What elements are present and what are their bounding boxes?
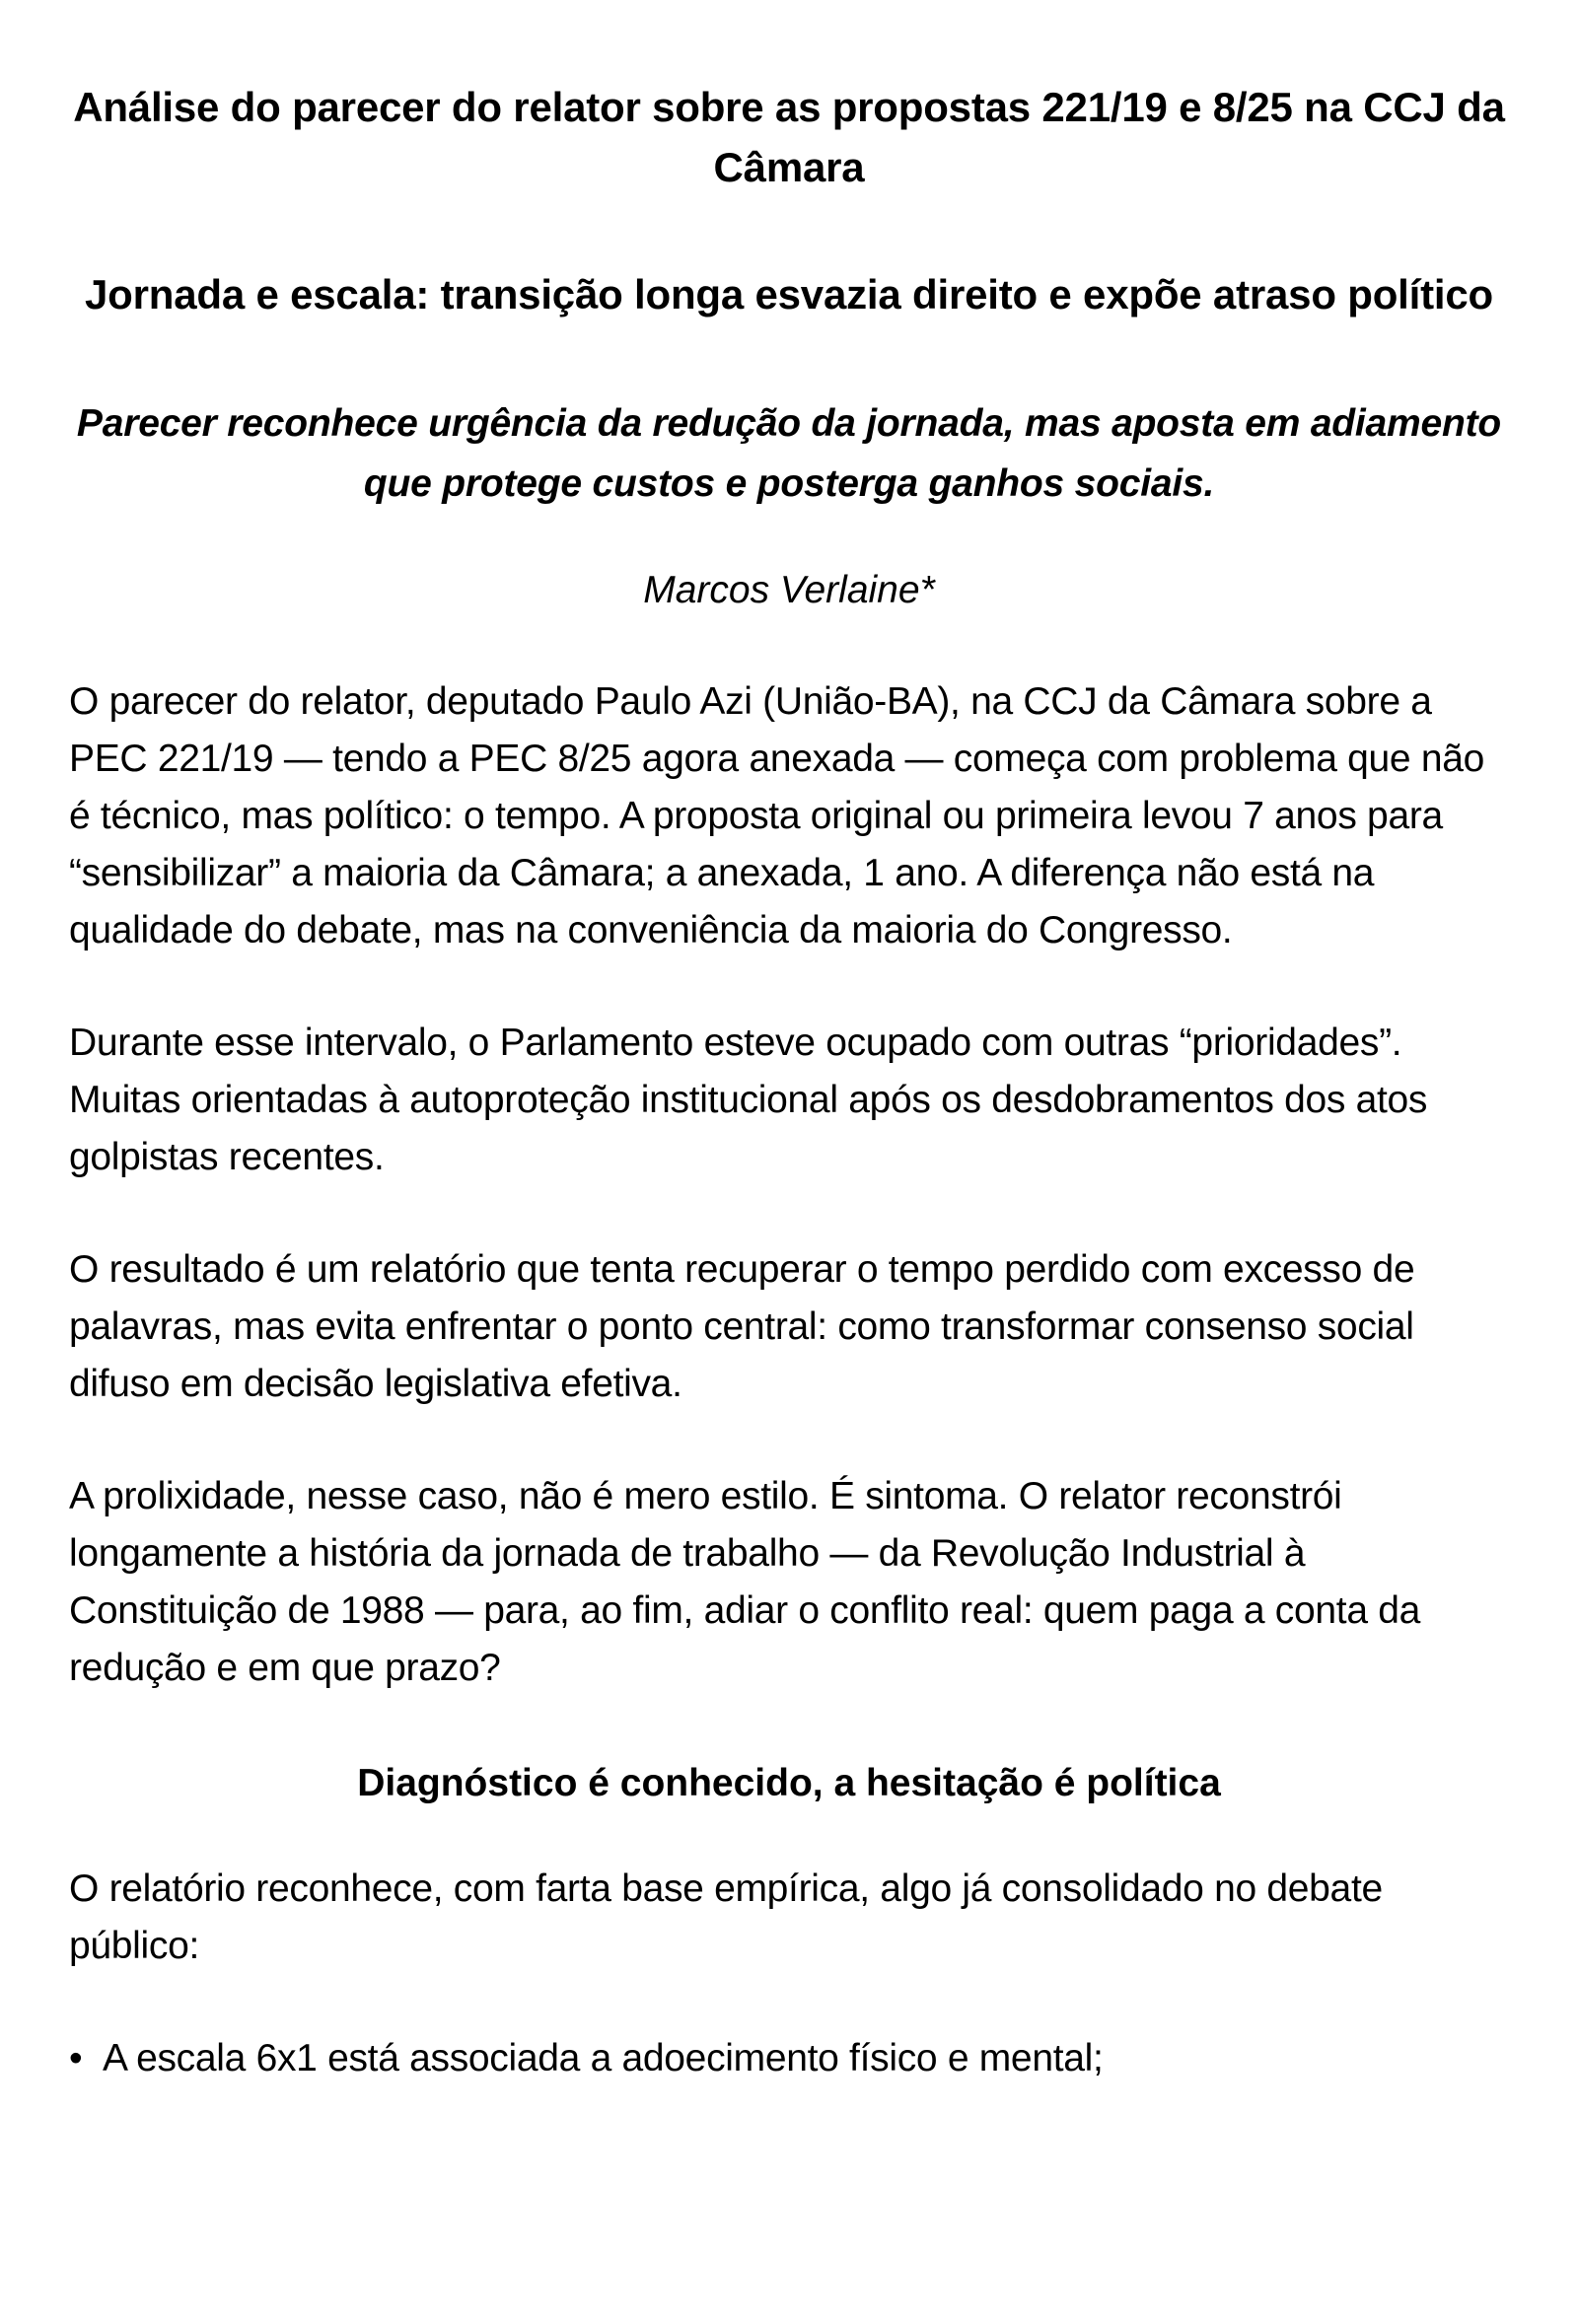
article-lede: Parecer reconhece urgência da redução da jornada, mas aposta em adiamento que protege custos e posterga ganhos sociais. xyxy=(76,402,1502,505)
body-paragraph-2: Durante esse intervalo, o Parlamento esteve ocupado com outras “prioridades”. Muitas orientadas à autoproteção institucional após os desdobramentos dos atos golpistas recentes. xyxy=(69,1021,1428,1178)
bullet-list xyxy=(69,2030,1509,2087)
body-paragraph-4: A prolixidade, nesse caso, não é mero estilo. É sintoma. O relator reconstrói longamente a história da jornada de trabalho — da Revolução Industrial à Constituição de 1988 — para, ao fim, adiar o conflito real: quem paga a conta da redução e em que prazo? xyxy=(69,1475,1421,1689)
article-author: Marcos Verlaine* xyxy=(643,569,935,611)
body-paragraph-1: O parecer do relator, deputado Paulo Azi (União-BA), na CCJ da Câmara sobre a PEC 221/19 — tendo a PEC 8/25 agora anexada — começa com problema que não é técnico, mas político: o tempo. A proposta original ou primeira levou 7 anos para “sensibilizar” a maioria da Câmara; a anexada, 1 ano. A diferença não está na qualidade do debate, mas na conveniência da maioria do Congresso. xyxy=(69,680,1485,951)
section-paragraph: O relatório reconhece, com farta base empírica, algo já consolidado no debate público: xyxy=(69,1867,1383,1967)
bullet-marker: • xyxy=(69,2037,83,2079)
article-subtitle: Jornada e escala: transição longa esvazia direito e expõe atraso político xyxy=(85,271,1493,317)
article-title: Análise do parecer do relator sobre as propostas 221/19 e 8/25 na CCJ da Câmara xyxy=(73,84,1505,190)
list-item xyxy=(69,2030,1509,2087)
body-paragraph-3: O resultado é um relatório que tenta recuperar o tempo perdido com excesso de palavras, mas evita enfrentar o ponto central: como transformar consenso social difuso em decisão legislativa efetiva. xyxy=(69,1248,1415,1405)
bullet-text: A escala 6x1 está associada a adoecimento físico e mental; xyxy=(103,2037,1104,2079)
section-heading: Diagnóstico é conhecido, a hesitação é política xyxy=(357,1762,1221,1804)
